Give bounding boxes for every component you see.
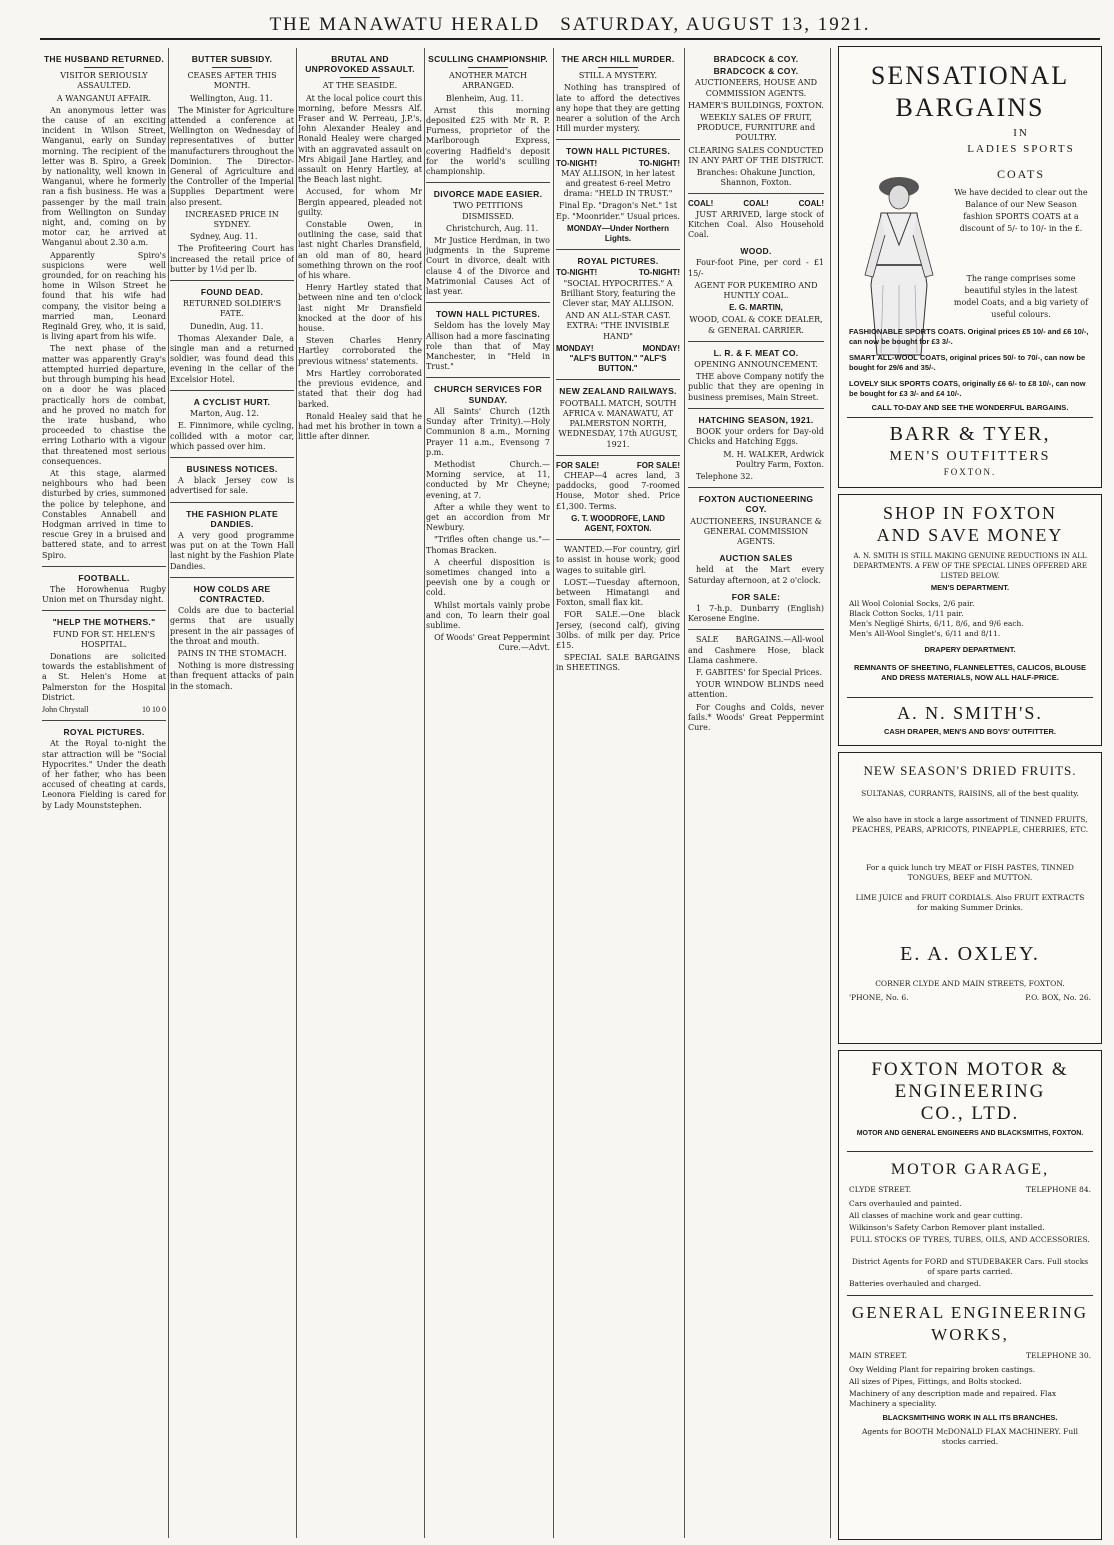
ad-firm-name: A. N. SMITH'S. <box>897 703 1043 723</box>
article-paragraph: A very good programme was put on at the Town Hall last night by the Fashion Plate Dandies. <box>170 530 294 571</box>
column-rule <box>830 48 831 1538</box>
divider <box>556 539 680 540</box>
tonight-label: TO-NIGHT! <box>638 158 680 168</box>
column-3 <box>298 48 422 1538</box>
divider <box>170 280 294 281</box>
subheadline: OPENING ANNOUNCEMENT. <box>694 360 818 370</box>
subheadline: TWO PETITIONS DISMISSED. <box>453 201 523 221</box>
headline: A CYCLIST HURT. <box>193 396 271 407</box>
column-rule <box>684 48 685 1538</box>
ad-title: AND SAVE MONEY <box>876 525 1064 545</box>
article-paragraph: E. Finnimore, while cycling, collided with a motor car, which passed over him. <box>170 421 294 451</box>
subheadline: AT THE SEASIDE. <box>322 81 398 91</box>
subheadline: INCREASED PRICE IN SYDNEY. <box>185 209 279 230</box>
ad-line: We also have in stock a large assortment of TINNED FRUITS, PEACHES, PEARS, APRICOTS, PINEAPPLE, CHERRIES, ETC. <box>851 815 1089 834</box>
divider <box>426 377 550 378</box>
coal-label: COAL! <box>688 199 714 209</box>
divider <box>688 408 824 409</box>
article-paragraph: At the Royal to-night the star attraction will be "Social Hypocrites." Under the death of her father, who has been accused of cheating at cards, Leonora Fielding is cared for by Lady Mounststephen. <box>42 739 166 810</box>
ad-contact-row <box>849 993 1091 1003</box>
divider <box>170 577 294 578</box>
notice-text: "ALF'S BUTTON." "ALF'S BUTTON." <box>569 354 667 374</box>
ad-firm-tag: CASH DRAPER, MEN'S AND BOYS' OUTFITTER. <box>883 727 1057 736</box>
divider <box>688 193 824 194</box>
column-rule <box>424 48 425 1538</box>
headline: FOOTBALL. <box>78 572 130 583</box>
advert-text: E. G. MARTIN, <box>729 303 783 313</box>
advert-text: SALE BARGAINS.—All-wool and Cashmere Hose, black Llama cashmere. <box>688 635 824 665</box>
ad-line: SMART ALL-WOOL COATS, original prices 50/- to 70/-, can now be bought for 29/6 and 35/-. <box>849 353 1086 372</box>
divider <box>170 390 294 391</box>
headline: "HELP THE MOTHERS." <box>52 617 156 628</box>
subheadline: STILL A MYSTERY. <box>578 71 658 81</box>
ad-line: Black Cotton Socks, 1/11 pair. <box>849 609 964 618</box>
ad-line: LIME JUICE and FRUIT CORDIALS. Also FRUIT EXTRACTS for making Summer Drinks. <box>855 893 1085 912</box>
headline: BUTTER SUBSIDY. <box>191 54 273 64</box>
ad-po-box: P.O. BOX, No. 26. <box>1025 993 1091 1002</box>
ad-firm-tag: MEN'S OUTFITTERS <box>889 449 1051 464</box>
divider <box>426 302 550 303</box>
ad-line: Wilkinson's Safety Carbon Remover plant installed. <box>849 1223 1045 1232</box>
ad-line: Men's Negligé Shirts, 6/11, 8/6, and 9/6 each. <box>849 619 1024 628</box>
ad-line: All sizes of Pipes, Fittings, and Bolts stocked. <box>849 1377 1022 1386</box>
article-paragraph: Mrs Hartley corroborated the previous evidence, and stated that their dog had barked. <box>298 368 422 409</box>
ad-section-heading: MOTOR GARAGE, <box>890 1161 1050 1178</box>
divider <box>556 379 680 380</box>
ad-title: NEW SEASON'S DRIED FRUITS. <box>863 763 1077 778</box>
tonight-label: TO-NIGHT! <box>638 268 680 278</box>
ad-title: IN <box>1013 127 1029 139</box>
headline: CHURCH SERVICES FOR SUNDAY. <box>433 384 543 405</box>
divider <box>212 67 252 68</box>
subheadline: A WANGANUI AFFAIR. <box>56 93 152 103</box>
ad-line: FULL STOCKS OF TYRES, TUBES, OILS, AND ACCESSORIES. <box>850 1235 1090 1244</box>
article-paragraph: An anonymous letter was the cause of an exciting incident in Wilson Street, Wanganui, early on Sunday morning. The recipient of the letter was B. Spiro, a Greek by nationality, well known in Wanganui, where he formerly ran a fish business. He was a passenger by the mail train from Wellington on Sunday night, and, coming on by motor car, he arrived at Wanganui about 2.30 a.m. <box>42 105 166 248</box>
headline: THE FASHION PLATE DANDIES. <box>186 508 278 529</box>
advert-text: WOOD, COAL & COKE DEALER, & GENERAL CARRIER. <box>689 315 823 335</box>
advert-text: F. GABITES' for Special Prices. <box>696 667 823 677</box>
subheadline: FUND FOR ST. HELEN'S HOSPITAL. <box>52 629 156 649</box>
headline: TOWN HALL PICTURES. <box>565 146 671 157</box>
classified-ad: CHEAP—4 acres land, 3 paddocks, good 7-roomed House, Motor shed. Price £1,300. Terms. <box>556 470 680 511</box>
ad-subtitle: MOTOR AND GENERAL ENGINEERS AND BLACKSMITHS, FOXTON. <box>856 1130 1084 1137</box>
ad-address: CORNER CLYDE AND MAIN STREETS, FOXTON. <box>875 979 1065 988</box>
advert-text: For Coughs and Colds, never fails.* Woods' Great Peppermint Cure. <box>688 702 824 732</box>
headline: NEW ZEALAND RAILWAYS. <box>559 386 677 397</box>
advert-signature: Of Woods' Great Peppermint Cure.—Advt. <box>434 633 550 653</box>
headline: L. R. & F. MEAT CO. <box>713 347 799 358</box>
article-paragraph: Thomas Alexander Dale, a single man and a returned soldier, was found dead this evening in the cellar of the Excelsior Hotel. <box>170 333 294 384</box>
headline: THE ARCH HILL MURDER. <box>561 54 675 64</box>
ad-section-heading: WORKS, <box>931 1325 1009 1344</box>
divider <box>170 502 294 503</box>
column-4 <box>426 48 550 1538</box>
for-sale-banner <box>556 461 680 471</box>
divider <box>42 610 166 611</box>
headline: BRADCOCK & COY. <box>713 54 799 64</box>
article-paragraph: A cheerful disposition is sometimes changed into a peevish one by a cough or cold. <box>426 557 550 598</box>
column-rule <box>168 48 169 1538</box>
ad-address: MAIN STREET. <box>849 1351 908 1360</box>
column-rule <box>296 48 297 1538</box>
divider <box>688 487 824 488</box>
divider <box>556 455 680 456</box>
divider <box>847 1295 1093 1296</box>
divider <box>688 629 824 630</box>
article-paragraph: Ronald Healey said that he had met his brother in town a little after dinner. <box>298 411 422 442</box>
article-paragraph: "Trifles often change us."—Thomas Bracken. <box>426 535 550 555</box>
headline: TOWN HALL PICTURES. <box>435 309 541 320</box>
monday-label: MONDAY! <box>556 343 594 353</box>
ad-line: Agents for BOOTH McDONALD FLAX MACHINERY. Full stocks carried. <box>862 1427 1078 1446</box>
advert-text: THE above Company notify the public that they are opening in business premises, Main Street. <box>688 372 824 402</box>
ad-title: CO., LTD. <box>920 1103 1020 1124</box>
article-paragraph: A black Jersey cow is advertised for sale. <box>170 476 294 496</box>
donation-amount: 10 10 0 <box>142 704 166 714</box>
headline: DIVORCE MADE EASIER. <box>433 189 543 200</box>
headline: BUSINESS NOTICES. <box>186 463 278 474</box>
ad-phone: TELEPHONE 30. <box>1025 1351 1091 1360</box>
article-paragraph: Steven Charles Henry Hartley corroborated the previous witness' statements. <box>298 336 422 366</box>
sensational-bargains-ad <box>838 46 1102 488</box>
ad-title: SENSATIONAL <box>870 61 1070 90</box>
headline: FOR SALE: <box>731 591 781 602</box>
headline: ROYAL PICTURES. <box>63 727 145 738</box>
article-paragraph: Constable Owen, in outlining the case, said that last night Charles Dransfield, an old man of 80, heard something thrown on the roof of his whare. <box>298 220 422 281</box>
divider <box>598 67 638 68</box>
ad-address: CLYDE STREET. <box>849 1185 912 1194</box>
article-paragraph: Accused, for whom Mr Bergin appeared, pleaded not guilty. <box>298 187 422 217</box>
notice-text: AND AN ALL-STAR CAST. EXTRA: "THE INVISIBLE HAND" <box>565 311 671 341</box>
headline: FOXTON AUCTIONEERING COY. <box>698 494 814 515</box>
article-paragraph: All Saints' Church (12th Sunday after Trinity).—Holy Communion 8 a.m., Morning Prayer 11 a.m., Evensong 7 p.m. <box>426 406 550 457</box>
monday-banner <box>556 344 680 354</box>
dateline: Sydney, Aug. 11. <box>190 232 258 242</box>
headline: HATCHING SEASON, 1921. <box>698 414 814 425</box>
headline: AUCTION SALES <box>719 553 793 564</box>
dateline: Blenheim, Aug. 11. <box>446 93 524 103</box>
ad-line: CALL TO-DAY AND SEE THE WONDERFUL BARGAINS. <box>871 403 1069 412</box>
ad-contact-row <box>849 1351 1091 1361</box>
coal-banner <box>688 199 824 209</box>
ad-line: Batteries overhauled and charged. <box>849 1279 982 1288</box>
ad-contact-row <box>849 1185 1091 1195</box>
column-1 <box>42 48 166 1538</box>
ad-line: SULTANAS, CURRANTS, RAISINS, all of the best quality. <box>861 789 1079 798</box>
poem: Whilst mortals vainly probe and con, To learn their goal sublime. <box>426 600 550 630</box>
article-paragraph: The Horowhenua Rugby Union met on Thursday night. <box>42 584 166 605</box>
article-paragraph: Nothing has transpired of late to afford the detectives any hope that they are getting nearer a solution of the Arch Hill murder mystery. <box>556 83 680 134</box>
divider <box>170 457 294 458</box>
donation-row <box>42 705 166 715</box>
ad-line: All classes of machine work and gear cutting. <box>849 1211 1023 1220</box>
ad-line: For a quick lunch try MEAT or FISH PASTES, TINNED TONGUES, BEEF and MUTTON. <box>866 863 1074 882</box>
shop-in-foxton-ad <box>838 494 1102 746</box>
ad-line: FASHIONABLE SPORTS COATS. Original prices £5 10/- and £6 10/-, can now be bought for £3 3/-. <box>849 327 1089 346</box>
article-paragraph: At the local police court this morning, before Messrs Alf. Fraser and W. Perreau, J.P.'s, John Alexander Healey and Ronald Healey were charged with an aggravated assault on Mrs Abigail Jane Hartley, and assault on Henry Hartley, at the Beach last night. <box>298 93 422 185</box>
ad-section-heading: MEN'S DEPARTMENT. <box>930 583 1010 592</box>
advert-text: BOOK your orders for Day-old Chicks and Hatching Eggs. <box>688 427 824 447</box>
ad-title: LADIES SPORTS <box>967 143 1075 155</box>
ad-line: Machinery of any description made and repaired. Flax Machinery a speciality. <box>849 1389 1057 1408</box>
headline: BRADCOCK & COY. <box>713 66 799 77</box>
article-paragraph: Henry Hartley stated that between nine and ten o'clock last night Mr Dransfield knocked at the door of his house. <box>298 283 422 334</box>
article-paragraph: Seldom has the lovely May Allison had a more fascinating role than that of May Manchester, in "Held in Trust." <box>426 321 550 372</box>
headline: ROYAL PICTURES. <box>577 256 659 267</box>
advert-text: Four-foot Pine, per cord - £1 15/- <box>688 258 824 278</box>
dried-fruits-ad <box>838 752 1102 1044</box>
classified-ad: SPECIAL SALE BARGAINS in SHEETINGS. <box>556 653 680 673</box>
divider <box>84 67 124 68</box>
advert-text: CLEARING SALES CONDUCTED IN ANY PART OF THE DISTRICT. <box>688 145 824 165</box>
tonight-banner <box>556 268 680 278</box>
ad-body: We have decided to clear out the Balance of our New Season fashion SPORTS COATS at a discount of 5/- to 10/- in the £. <box>954 188 1088 233</box>
tonight-label: TO-NIGHT! <box>556 158 598 168</box>
headline: HOW COLDS ARE CONTRACTED. <box>193 583 271 604</box>
ad-line: Cars overhauled and painted. <box>849 1199 962 1208</box>
classified-ad: WANTED.—For country, girl to assist in house work; good wages to suitable girl. <box>556 545 680 575</box>
article-paragraph: Donations are solicited towards the establishment of a St. Helen's Home at Palmerston for the Hospital District. <box>42 651 166 702</box>
ad-section-heading: DRAPERY DEPARTMENT. <box>924 645 1016 654</box>
article-paragraph: Methodist Church.—Morning service, at 11, conducted by Mr Cheyne; evening, at 7. <box>426 459 550 500</box>
advert-text: WEEKLY SALES OF FRUIT, PRODUCE, FURNITURE and POULTRY. <box>696 113 816 143</box>
ad-body: A. N. SMITH IS STILL MAKING GENUINE REDUCTIONS IN ALL DEPARTMENTS. A FEW OF THE SPECIAL LINES OFFERED ARE LISTED BELOW. <box>853 552 1087 580</box>
advert-signature: G. T. WOODROFE, LAND AGENT, FOXTON. <box>571 513 665 533</box>
advert-signature: M. H. WALKER, Ardwick Poultry Farm, Foxton. <box>723 449 824 469</box>
ad-line: REMNANTS OF SHEETING, FLANNELETTES, CALICOS, BLOUSE AND DRESS MATERIALS, NOW ALL HALF-PRICE. <box>853 663 1087 682</box>
masthead-title: THE MANAWATU HERALD <box>269 14 541 35</box>
article-paragraph: Apparently Spiro's suspicions were well grounded, for on reaching his home in Wilson Street he found that his wife had company, the visitor being a married man, Leonard Reginald Grey, who, it is said, is living apart from his wife. <box>42 250 166 342</box>
ad-phone: 'PHONE, No. 6. <box>849 993 909 1002</box>
divider <box>847 697 1093 698</box>
donor-name: John Chrystall <box>42 704 89 714</box>
headline: WOOD. <box>740 246 772 257</box>
headline: FOUND DEAD. <box>200 287 264 298</box>
article-paragraph: After a while they went to get an accordion from Mr Newbury. <box>426 502 550 533</box>
column-5 <box>556 48 680 1538</box>
article-paragraph: The Minister for Agriculture attended a conference at Wellington on Wednesday of representatives of butter manufacturers throughout the Dominion. The Director-General of Agriculture and the Controller of the Imperial Supplies Department were also present. <box>170 105 294 207</box>
subheadline: RETURNED SOLDIER'S FATE. <box>182 299 282 319</box>
advert-text: held at the Mart every Saturday afternoon, at 2 o'clock. <box>688 565 824 585</box>
ad-line: District Agents for FORD and STUDEBAKER Cars. Full stocks of spare parts carried. <box>851 1257 1089 1276</box>
advert-text: AUCTIONEERS, INSURANCE & GENERAL COMMISSION AGENTS. <box>690 516 822 546</box>
classified-ad: FOR SALE.—One black Jersey, (second calf), giving 30lbs. of milk per day. Price £15. <box>556 610 680 650</box>
coal-label: COAL! <box>743 199 769 209</box>
notice-text: "SOCIAL HYPOCRITES." A Brilliant Story, featuring the Clever star, MAY ALLISON. <box>560 278 676 309</box>
article-paragraph: At this stage, alarmed neighbours who had been disturbed by cries, summoned the police by telephone, and Constables Annabell and Hodgman arrived in time to rescue Grey in a bruised and battered state, and to arrest Spiro. <box>42 468 166 560</box>
ad-line: LOVELY SILK SPORTS COATS, originally £6 6/- to £8 10/-, can now be bought for £3 3/- and £4 10/-. <box>849 379 1086 398</box>
advert-text: YOUR WINDOW BLINDS need attention. <box>688 680 824 700</box>
article-paragraph: Nothing is more distressing than frequent attacks of pain in the stomach. <box>170 661 294 691</box>
divider <box>340 77 380 78</box>
masthead <box>40 12 1100 40</box>
divider <box>688 341 824 342</box>
column-6 <box>688 48 824 1538</box>
coal-label: COAL! <box>798 199 824 209</box>
divider <box>847 417 1093 418</box>
dateline: Marton, Aug. 12. <box>190 409 259 419</box>
ad-body: The range comprises some beautiful styles in the latest model Coats, and a big variety of useful colours. <box>953 274 1089 319</box>
classified-ad: LOST.—Tuesday afternoon, between Himatangi and Foxton, small flax kit. <box>556 577 680 608</box>
column-rule <box>553 48 554 1538</box>
masthead-date: SATURDAY, AUGUST 13, 1921. <box>560 14 871 35</box>
article-paragraph: The Profiteering Court has increased the retail price of butter by 1½d per lb. <box>170 244 294 274</box>
advert-text: Telephone 32. <box>696 471 753 481</box>
ad-firm-place: FOXTON. <box>943 467 997 477</box>
advert-text: HAMER'S BUILDINGS, FOXTON. <box>688 100 824 110</box>
tonight-label: TO-NIGHT! <box>556 268 598 278</box>
foxton-motor-ad <box>838 1050 1102 1540</box>
subheadline: PAINS IN THE STOMACH. <box>177 648 287 658</box>
article-paragraph: The next phase of the matter was apparently Gray's attempted hurried departure, but through bumping his head on a door he was placed practically hors de combat, and he proved no match for the irate husband, who proceeded to chastise the erring Lothario with a vigour that threatened most serious consequences. <box>42 344 166 466</box>
divider <box>42 720 166 721</box>
ad-title: COATS <box>996 167 1045 181</box>
divider <box>556 139 680 140</box>
notice-text: MAY ALLISON, in her latest and greatest 6-reel Metro drama: "HELD IN TRUST." <box>561 168 675 199</box>
article-paragraph: Arnst this morning deposited £25 with Mr R. P. Furness, proprietor of the Marlborough Express, covering Hadfield's deposit for the world's sculling championship. <box>426 105 550 177</box>
monday-label: MONDAY! <box>642 343 680 353</box>
for-sale-label: FOR SALE! <box>556 460 600 470</box>
ad-phone: TELEPHONE 84. <box>1025 1185 1091 1194</box>
dateline: Dunedin, Aug. 11. <box>190 321 264 331</box>
divider <box>426 182 550 183</box>
subheadline: ANOTHER MATCH ARRANGED. <box>448 71 528 91</box>
ad-section-heading: GENERAL ENGINEERING <box>851 1303 1089 1322</box>
for-sale-label: FOR SALE! <box>636 460 680 470</box>
ad-title: BARGAINS <box>895 93 1045 122</box>
ad-firm-name: BARR & TYER, <box>889 423 1051 445</box>
advert-text: JUST ARRIVED, large stock of Kitchen Coal. Also Household Coal. <box>688 209 824 240</box>
advert-text: Branches: Ohakune Junction, Shannon, Foxton. <box>696 168 816 188</box>
notice-text: FOOTBALL MATCH, SOUTH AFRICA v. MANAWATU, AT PALMERSTON NORTH, WEDNESDAY, 17th AUGUST, 1921. <box>558 398 678 449</box>
divider <box>556 249 680 250</box>
advert-text: 1 7-h.p. Dunbarry (English) Kerosene Engine. <box>688 603 824 624</box>
subheadline: VISITOR SERIOUSLY ASSAULTED. <box>60 71 148 91</box>
column-2 <box>170 48 294 1538</box>
ad-line: All Wool Colonial Socks, 2/6 pair. <box>849 599 975 608</box>
ad-line: Men's All-Wool Singlet's, 6/11 and 8/11. <box>849 629 1001 638</box>
notice-text: MONDAY—Under Northern Lights. <box>567 223 669 244</box>
ad-title: ENGINEERING <box>894 1081 1046 1102</box>
advert-text: AUCTIONEERS, HOUSE AND COMMISSION AGENTS. <box>694 78 817 98</box>
headline: SCULLING CHAMPIONSHIP. <box>428 54 548 64</box>
headline: BRUTAL AND UNPROVOKED ASSAULT. <box>305 54 415 75</box>
headline: THE HUSBAND RETURNED. <box>43 54 165 64</box>
subheadline: CEASES AFTER THIS MONTH. <box>187 71 277 91</box>
divider <box>468 67 508 68</box>
advert-text: AGENT FOR PUKEMIRO AND HUNTLY COAL. <box>694 280 818 301</box>
ad-line: Oxy Welding Plant for repairing broken castings. <box>849 1365 1036 1374</box>
divider <box>42 566 166 567</box>
notice-text: Final Ep. "Dragon's Net." 1st Ep. "Moonrider." Usual prices. <box>556 201 680 221</box>
tonight-banner <box>556 159 680 169</box>
ad-title: SHOP IN FOXTON <box>882 503 1058 523</box>
article-paragraph: Mr Justice Herdman, in two judgments in the Supreme Court in divorce, dealt with clause 4 of the Divorce and Matrimonial Causes Act of last year. <box>426 236 550 297</box>
article-paragraph: Colds are due to bacterial germs that are usually present in the air passages of the throat and mouth. <box>170 606 294 646</box>
ad-firm-name: E. A. OXLEY. <box>900 943 1040 965</box>
divider <box>847 1151 1093 1152</box>
ad-line: BLACKSMITHING WORK IN ALL ITS BRANCHES. <box>882 1413 1058 1422</box>
dateline: Wellington, Aug. 11. <box>190 93 273 103</box>
ad-title: FOXTON MOTOR & <box>871 1059 1069 1080</box>
dateline: Christchurch, Aug. 11. <box>446 223 539 233</box>
